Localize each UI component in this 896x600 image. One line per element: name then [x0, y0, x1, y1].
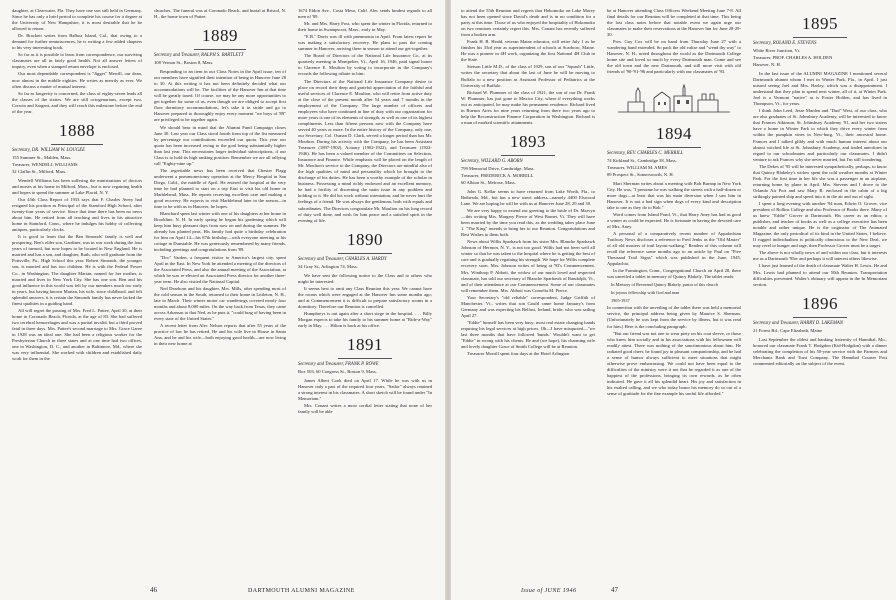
paragraph: A recent letter from Alec Nelson reports that after 55 years of the practice of law he has retired. He and his wife live in House in Santa Ana, and he and his wife—both enjoying good health—are now living in their new home at — [154, 323, 286, 347]
notes-1889-continued — [298, 8, 432, 224]
right-page-column-3 — [753, 8, 887, 580]
paragraph: Dr. Brackett writes from Balboa Island, Cal., that owing to a demand for further reminiscences, he is writing a few added chapters to his very interesting book. — [12, 33, 142, 51]
inscription-line: In Memory of Reverend Quincy Blakely, pastor of this church — [611, 282, 718, 288]
paragraph: daughter, at Clearwater, Fla. They have one son still held in Germany. Since he has only a brief period to complete his course for a degree at the University of New Hampshire, it is most desirable that he be allowed to return. — [12, 8, 142, 32]
divider — [51, 144, 103, 145]
class-officer-addresses — [12, 155, 142, 175]
class-year-heading: 1896 — [802, 293, 838, 313]
address-line: 74 Kirkland St., Cambridge 38, Mass. — [607, 157, 677, 163]
magazine-footer-title: DARTMOUTH ALUMNI MAGAZINE — [248, 588, 355, 594]
class-secretary: Secretary, REV. CHARLES C. MERRILL — [607, 150, 684, 156]
class-year-heading: 1894 — [656, 123, 692, 143]
memorial-tablet-inscription — [607, 282, 741, 303]
class-year-heading: 1888 — [59, 120, 95, 140]
notes-1894 — [607, 181, 741, 281]
class-officer-addresses — [154, 60, 286, 66]
class-secretary: Secretary and Treasurer, FRANK P. ROWE — [298, 362, 379, 368]
class-officer-addresses — [753, 328, 887, 334]
paragraph: churches. The funeral was at Coronado Beach, and burial at Bristol, N. H., the home town of Pattee. — [154, 8, 286, 20]
paragraph: We should bear in mind that the Alumni Fund Campaign closes June 30. Last year our Class stood fourth from top of the list measured by percentage our contributions exceeded our quota. This year our quota has been increased owing to the goal being substantially higher than last year. This necessitates larger individual subscriptions, if our Class is to hold its high ranking position. Remember we are all rallying call "Eighty-nine up." — [154, 124, 286, 166]
address-line: White River Junction, Vt. — [753, 48, 801, 53]
paragraph: It is good to learn that the Ben Simonds' family is well and prospering. Ben's elder son, Gardiner, was in war work during the four years of turmoil, but now hopes to be located in New England. He is married and has a son, and daughter, Ruth, who will graduate from the Pottsville, Pa., High School this year. Robert Simonds, the younger son, is married and has two children. He is with the Federal Power Co., in Washington. The daughter Marian, named for her mother, is married and lives in New York City. She has one son. Ben and his good influence in this world was felt by our members much too early in years, but having known Marian, his wife, since childhood, and felt splendid answers, it is certain the Simonds family has never lacked the finest qualities in a guiding hand. — [12, 234, 142, 306]
left-page-column-3 — [298, 8, 432, 580]
class-year-heading: 1890 — [347, 229, 383, 249]
class-secretary: Secretary and Treasurer, HARRY D. LAKEMAN — [753, 320, 843, 326]
divider — [338, 253, 392, 254]
address-line: 89 Prospect St., Somersworth, N. H. — [607, 171, 674, 177]
page-number-right: 47 — [611, 586, 618, 594]
paragraph: Humphreys is out again after a short siege in the hospital. . . . Billy Morgan expects to take his family to his summer home at "Ride-a-Way" early in May. . . . Hilton is back at his office. — [298, 310, 432, 329]
address-line: 34 Gray St., Arlington 74, Mass. — [298, 263, 358, 269]
right-page — [451, 0, 896, 600]
paragraph: "Eddie" himself has been very busy; most real estate changing hands requiring his legal services at high prices. Oh—I have misquoted—"we last three months that have followed 'bunds.' Wouldn't want to get "Eddie" in wrong with his clients. He and (we hope), his charming wife and lovely daughter Grace of Smith College will be at Reunion. — [461, 319, 595, 350]
paragraph: Responding to an item in our Class Notes in the April issue, ten of our members have signified their intention of being in Hanover June 28 to 30. At this writing it has not been definitely decided what our accommodations will be. The facilities of the Hanover Inn at that time will be greatly taxed. Of course, we may be any more opportunities to get together for some of us, even though we are obliged to accept first floor dormitory accommodations, let's take it in stride and go to Hanover prepared to thoroughly enjoy every moment "we boys of '89" are privileged to be together again. — [154, 69, 286, 123]
notes-1891 — [298, 378, 432, 415]
divider — [793, 317, 847, 318]
paragraph: Pres. Guy Cox will be on hand from Thursday June 27 with a wandering hand extended. So pack the old valise and "wend thy way" to Hanover, N. H., noted throughout the world as the Dartmouth College home site and loved so much by every Dartmouth man. Come and see the old town and the new Dartmouth, and still more visit with old friends of '90-'91-'96 and particularly with our classmates of '93. — [607, 39, 741, 75]
paragraph: Mr. and Mrs. Harry Fost, who spent the winter in Florida, returned to their home in Swampscott, Mass., early in May. — [298, 21, 432, 33]
notes-1893-continued — [607, 8, 741, 76]
paragraph: The Dekes of '95 will be interested sympathetically, perhaps, to know that Quincy Blakeley's widow spent the cold weather months at Winter Park. For the first time in her life she was a passenger in an airplane, returning home by plane in April. Mrs. Stevens and I drove to the Orlando Air Port and saw Mary B. enclosed in the cabin of a big strikingly painted ship and speed into it in the air and out of sight. — [753, 163, 887, 199]
paragraph: We have sent the following notice to the Class and to others who might be interested: — [298, 272, 432, 284]
paragraph: Treasurer Morrill spent four days at the Hotel Arlington — [467, 351, 570, 357]
notes-1888 — [12, 178, 142, 362]
paragraph: The Directors of the National Life Insurance Company desire to place on record their deep and grateful appreciation of the faithful and useful services of Clarence E. Moulton, who will retire from active duty at the close of the present month after 54 years and 7 months in the employment of the Company. The large number of officers and employees who have continued in line of duty with our organization for more years is one of its elements of strength, as well as one of its highest compliments. Less than fifteen persons now with the Company have served 40 years or more. In the entire history of the Company, only one, our Secretary, Col. Osman D. Clark, served a longer period than has Mr. Moulton. During his activity with the Company, he has been Assistant Treasurer (1897-1902), Actuary (1902-1922), and Treasurer (1922-1946). He has been a valued member of the Committees on Selection, Insurance and Finance. While emphasis will be placed on the length of Mr. Moulton's service to the Company, the Directors are mindful also of the high qualities of mind and personality which he brought to the discharge of his duties. He has been a worthy example of the scholar in business. Possessing a mind richly endowed and an excellent memory, he had a facility of discerning the main issue in any problem and holding to it. He did his work without ostentation, and he never hurt the feelings of a friend. He was always the gentleman, both with equals and subordinates. The Directors congratulate Mr. Moulton on his long record of duty well done, and wish for him peace and a satisfied spirit in the evening of life. — [298, 78, 432, 223]
class-year-heading: 1893 — [510, 131, 546, 151]
class-officer-addresses — [753, 48, 887, 68]
class-secretary: Secretary and Treasurer, RALPH S. BARTLETT — [154, 53, 244, 59]
paragraph: be at Hanover attending Class Officers Weekend Meeting June 7-8. All final details for our Reunion will be completed at that time. This being the last class notes before that notable event we again urge our classmates to make their reservations at the Hanover Inn for June 28-29-30. — [607, 8, 741, 38]
paragraph: Blanchard spent last winter with one of his daughters at her home in Brookline, N. H. In early spring he began his gardening which will keep him busy pleasant days from now on and during the summer. He already has planted peas. His family had quite a birthday celebration for him on April 14—his 87th birthday—with everyone meeting at his cottage in Dunstable. He was generously remembered by many friends, including greetings and congratulations from '89. — [154, 211, 286, 253]
paragraph: Wendell Williams has been suffering the ministrations of doctors and nurses at his home in Milford, Mass., but is now regaining health and hopes to spend the summer at Lake Placid, N. Y. — [12, 177, 142, 195]
class-year-heading: 1891 — [347, 335, 383, 355]
paragraph: Word comes from Island Pond, Vt., that Harry Aney has had as good a winter as could be expected. He is fortunate in having the devoted care of Mrs. Aney. — [607, 211, 741, 229]
divider — [194, 49, 247, 50]
divider — [501, 155, 555, 156]
divider — [793, 37, 847, 38]
paragraph: The above is not wholly news of and within our class, but it interests me as a Dartmouth '95er and perhaps it will interest others likewise. — [753, 250, 887, 262]
address-line: Treasurer, WENDELL WILLIAMS — [12, 161, 78, 167]
right-page-column-1 — [461, 8, 595, 580]
class-officer-addresses — [461, 166, 595, 186]
address-line: Hanover, N. H. — [753, 62, 782, 67]
notes-1893 — [461, 189, 595, 357]
paragraph: In the Farmington, Conn., Congregational Church on April 28, there was unveiled a tablet in memory of Quincy Blakely. The tablet reads: — [607, 268, 741, 280]
address-line: 108 Vernon St., Boston 8, Mass. — [154, 60, 214, 66]
divider — [647, 147, 701, 148]
address-line: 32 Claflin St., Milford, Mass. — [12, 168, 67, 174]
class-officer-addresses — [298, 369, 432, 375]
address-line: Treasurer, FREDERICK A. MORRILL — [461, 172, 534, 178]
paragraph: I think John Leed, Jesse Marden and "Dud" West, of our class, who are also graduates of St. Johnsbury Academy, will be interested to know that Frances Atkinson, St. Johnsbury Academy '91, and her two sisters have a home in Winter Park to which they drive every winter from within the pumpkin vines in New-burg, Vt., their ancestral home. Frances and I talked glibly and with much human interest about our almost witched life at St. Johnsbury Academy, and traded anecdotes in regard to our schoolmates and particularly our classmates. I didn't venture to ask Frances why she never married, but I'm still wondering. — [753, 108, 887, 162]
class-secretary: Secretary, WILLARD G. ABORN — [461, 158, 523, 164]
class-officer-addresses — [298, 264, 432, 270]
paragraph: 1674 Eldon Ave., Costa Mesa, Calif. Alec sends kindest regards to all men of '89. — [298, 8, 432, 20]
paragraph: The Board of Directors of the National Life Insurance Co., at its quarterly meeting in Montpelier, Vt., April 16, 1946, paid signal honor to Clarence E. Moulton by voting to incorporate in the Company's records the following tribute to him: — [298, 53, 432, 77]
paragraph: I spent a long evening with another '94 man, Edwin O. Grover, vice president of Rollins College and also Professor of Books there. Many of us knew "Eddie" Grover at Dartmouth. His career as an editor, a publisher, and teacher of books as well as a college executive has been notable and rather unique. He is the originator of The Animated Magazine, the only periodical of its kind in the United States, I believe. If rugged individualism is politically obnoxious to the New Deal, we may revel to hunger and rage, then Professor Grover must be a target. — [753, 200, 887, 249]
class-officer-addresses — [607, 158, 741, 178]
paragraph: "But our friend was not one to wear piety on his coat sleeve, or those who knew him socially and in his associations with his fellowmen will readily attest. There was nothing of the sanctimonious about him. He radiated good cheer, he found joy in pleasant companionship, and he had a sense of humor always sufficient to meet situations that might otherwise prove embarrassing. We could not have been equal to the difficulties of the ministry were it not that he regarded it as one of the happiest of the professions, bringing its own rewards, as he often indicated. He gave it all his splendid heart. His joy and satisfaction in his exalted calling, and we who today honor his memory do so out of a sense of gratitude for the fine example his useful life afforded." — [607, 330, 741, 397]
paragraph: James Albert Cook died on April 17. While he was with us in Hanover only a part of the required four years, "Sailor" always retained a strong interest in his classmates. A short sketch will be found under "In Memoriam." — [298, 378, 432, 402]
paragraph: Mrs. Conant writes a most cordial letter stating that none of her family will be able — [298, 403, 432, 415]
paragraph: All will regret the passing of Mrs. Fred L. Pattee, April 30, at their home in Coronado Beach, Florida, at the age of 83. She had suffered two cerebral hemorrhages and was a partial invalid, but a third proved fatal in three days. Mrs. Pattee's second marriage to Mrs. Grace Garee in 1928 was an ideal one. She had been a religious worker for the Presbyterian Church in three states and at one time had two offices, one in Washington, D. C., and another in Baltimore, Md., where she was very influential. She worked with children and established daily work for them in the — [12, 307, 142, 362]
paragraph: News about Willis Sparhawk from his sister Mrs. Blanche Sparhawk Johnson of Hermon, N. Y., is not too good. Willis had not been well all winter so that he was taken to the hospital where he is getting the best of care and is gradually regaining his strength. We hope for Willis complete recovery soon. Mrs. Johnson writes of being at '93's Commencement. Mrs. Winthrop P. Abbott, the widow of our much loved and respected classmate, has told our secretary of Blanche Sparhawk of Randolph, Vt., and of their attendance at our Commencement. Some of our classmates will remember them. Mrs. Abbott was Cornelia M. Pierce. — [461, 239, 595, 293]
address-line: Treasurer, WILLIAM M. AMES — [607, 164, 667, 170]
left-page-column-2 — [154, 8, 286, 580]
class-secretary: Secretary, ROLAND E. STEVENS — [753, 41, 817, 46]
address-line: 155 Summer St., Malden, Mass. — [12, 154, 72, 160]
notes-1887-continued — [12, 8, 142, 115]
address-line: 21 Forest Rd., Cape Elizabeth, Maine — [753, 327, 823, 333]
inscription-line: 1905-1937 — [611, 297, 630, 303]
divider — [338, 358, 392, 359]
notes-1890 — [298, 273, 432, 329]
notes-1895 — [753, 71, 887, 288]
left-page — [0, 0, 445, 600]
notes-1896 — [753, 337, 887, 367]
paragraph: "E.B." Davis was ill with pneumonia in April. From latest report he was making a satisfactory recovery. He plans to pass the coming summer in Hanover, arriving there in season to attend our get-together. — [298, 34, 432, 52]
class-secretary: Secretary and Treasurer, CHARLES A. HARDY — [298, 256, 387, 262]
paragraph: Frank H. B. Heald, veteran Maine educator, will retire July 1 as he finishes his 33rd year as superintendent of schools at Scarboro, Maine. He was a pioneer in 4H work, organizing the first National 4H Club in the State. — [461, 39, 595, 63]
paragraph: It seems best to omit any Class Reunion this year. We cannot have the rooms which were engaged at the Hanover Inn some months ago; and at Commencement it is difficult to prepare satisfactory rooms in a dormitory. Therefore our Reunion is cancelled. — [298, 285, 432, 309]
paragraph: I have just learned of the death of classmate Walter H. Lewis. He and Mrs. Lewis had planned to attend our 50th Reunion. Transportation difficulties prevented. Walter's obituary will appear in the In Memoriam section. — [753, 263, 887, 287]
paragraph: We are very happy to extend our greeting to the bride of Dr. Marvyn—this writing Mrs. Margery Pierce of West Barnet, Vt. They will have been married by the time you read this, as the wedding takes place June 1. "The King" intends to bring her to our Reunion. Congratulations and Best Wishes to them both. — [461, 208, 595, 238]
paragraph: Last September the oldest and banking fraternity of Hannibal, Mo., honored our classmate Frank T. Hodgdon (Kid-Hodgdon) with a dinner celebrating the completion of his 50-year service with the Farmers and Merchants Bank and Trust Company. The Hannibal Courier Post commented editorially on the subject of the event. — [753, 336, 887, 366]
notes-1889 — [154, 69, 286, 347]
address-line: Treasurer, PROF. CHARLES A. HOLDEN — [753, 55, 833, 60]
paragraph: Richard W. Plummer of the class of 1921, the son of our Dr. Frank W. Plummer, has just gone to Mexico City, where if everything works out as anticipated, he may make his permanent residence. Richard lived in Buenos Aires for nine years returning from there two years ago to help the Reconstruction Finance Corporation in Washington. Richard is a man of marked scientific attainments. — [461, 89, 595, 125]
paragraph: Ned Dearborn and his daughter, Mrs. Mills, after spending most of the cold season in the South, returned to their home in Littleton, N. H., late in March. Their winter motor car wanderings covered nearly four months and about 8,000 miles. On the way back from Texas, they came across Arkansas to that Ned, as he puts it, "could brag of having been in every state of the United States." — [154, 285, 286, 321]
paragraph: Our 45th Class Report of 1933 says that F. Charles Avery had resigned his position as Principal of the Stamford High School, after twenty-four years of service. Since that time there has been no news about him. He retired from all teaching and lives in his attractive home in Stamford, Conn., where he indulges his hobby of collecting antiques, particularly clocks. — [12, 196, 142, 233]
paragraph: So far as it is possible to learn from correspondence, our surviving classmates are all in fairly good health. Not all answer letters of inquiry, even when a stamped return envelope is enclosed. — [12, 52, 142, 70]
paragraph: Your Secretary's "old reliable" correspondent, Judge Griffith of Manchester, Vt., writes that son Gould came home January's from Germany and was expecting his Belfast, Ireland, bride, who was sailing April 27. — [461, 294, 595, 318]
paragraph: A personal of a comparatively recent number of Appalachian Trailway News discloses a reference to Fred Jenks as the "Old Master" of all old masters of trail layout-walking." Readers of this column will recall the reference some months ago to an article by Paul on "Five Thousand Trail Signs" which was published in the June, 1945, Appalachia. — [607, 230, 741, 267]
notes-1894-continued — [607, 305, 741, 397]
paragraph: In connection with the unveiling of the tablet there was held a memorial service, the principal address being given by Maurice S. Sherman. (Unfortunately he was kept from the service by illness, but it was read for him.) Here is the concluding paragraph: — [607, 305, 741, 329]
address-line: 60 Albion St., Melrose, Mass. — [461, 179, 516, 185]
page-number-left: 46 — [150, 586, 157, 594]
left-page-column-1 — [12, 8, 142, 580]
paragraph: Our most dependable correspondent is "Jigger" Merrill, our dean, now almost in the middle eighties. He writes as merrily as ever. We often discuss a matter of mutual interest. — [12, 71, 142, 89]
paragraph: "Doc" Varden, a frequent visitor to America's largest city, spent April in the East. In New York he attended a meeting of the directors of the Associated Press, and also the annual meeting of the Association, at which he was re-elected an Associated Press director for another three-year term. He also visited the National Capital. — [154, 254, 286, 284]
inscription-line: In joyous fellowship with God and man — [611, 289, 680, 295]
notes-1888-continued — [154, 8, 286, 20]
address-line: 799 Memorial Drive, Cambridge, Mass. — [461, 165, 535, 171]
class-year-heading: 1889 — [202, 26, 238, 46]
paragraph: Stetson Little M.D., of the class of 1929, son of our "Squash" Little, writes the secretary that about the last of June he will be moving to Buffalo to a new position as Assistant Professor of Pediatrics at the University of Buffalo. — [461, 64, 595, 88]
issue-footer: Issue of JUNE 1946 — [521, 588, 577, 594]
paragraph: to attend the 55th Reunion and regrets that Hokomoko on Lake Morey has not been opened since David's death and is in no condition for a party at this time. Those of us who enjoyed the hospitality of Hokomoko on two reunions certainly regret this. Mrs. Conant has recently suffered from a broken arm. — [461, 8, 595, 38]
address-line: Box 503, 60 Congress St., Boston 9, Mass. — [298, 369, 377, 375]
class-year-heading: 1895 — [802, 14, 838, 33]
paragraph: John G. Kellar seems to have returned from Lake Worth, Fla., to Bethesda, Md., but has a new street address—namely 4400 Elswood Lane. We are hoping he will be with us at Hanover June 28, 29 and 30. — [461, 188, 595, 206]
class-secretary: Secretary, DR. WILLIAM W. LOUGEE — [12, 147, 85, 153]
paragraph: The regrettable news has been received that Chester Flagg underwent a pneumonectomy operation at the Mercy Hospital in San Diego, Calif., the middle of April. He entered the hospital at the very time he had planned to start on a trip East to visit his old home in Marblehead, Mass. He reports receiving excellent care and making a good recovery. He expects to visit Marblehead later in the season—in time to be with us in Hanover, he hopes. — [154, 167, 286, 210]
notes-1891-continued — [461, 8, 595, 126]
paragraph: Mart Sherman writes about a meeting with Bob Burnap in New York City. He was, "I presume he was walking the streets with a half-dozen or more dogs—at least that was his main diversion when I saw him in Hanover. It is not a bad sign when dogs of every kind and description take to one as they do to Bob." — [607, 180, 741, 210]
right-page-column-2 — [607, 8, 741, 580]
campus-skyline-illustration — [614, 84, 734, 114]
paragraph: In the last issue of the ALUMNI MAGAZINE I mentioned several Dartmouth alumni whom I met in Winter Park, Fla., in April. I just missed seeing Joel and Mrs. Harley, which was a disappointment. I understand that they plan to spend next winter, all of it, at Winter Park. Joel is a Vermont "native" as is Foster Holden, and has lived in Thompson, Vt., for years. — [753, 71, 887, 107]
paragraph: So far as longevity is concerned, the class of eighty-seven leads all the classes of the sixties. We are still octogenarians, except two, Corwin and Sargent, and they will reach this milestone before the end of the year. — [12, 90, 142, 114]
